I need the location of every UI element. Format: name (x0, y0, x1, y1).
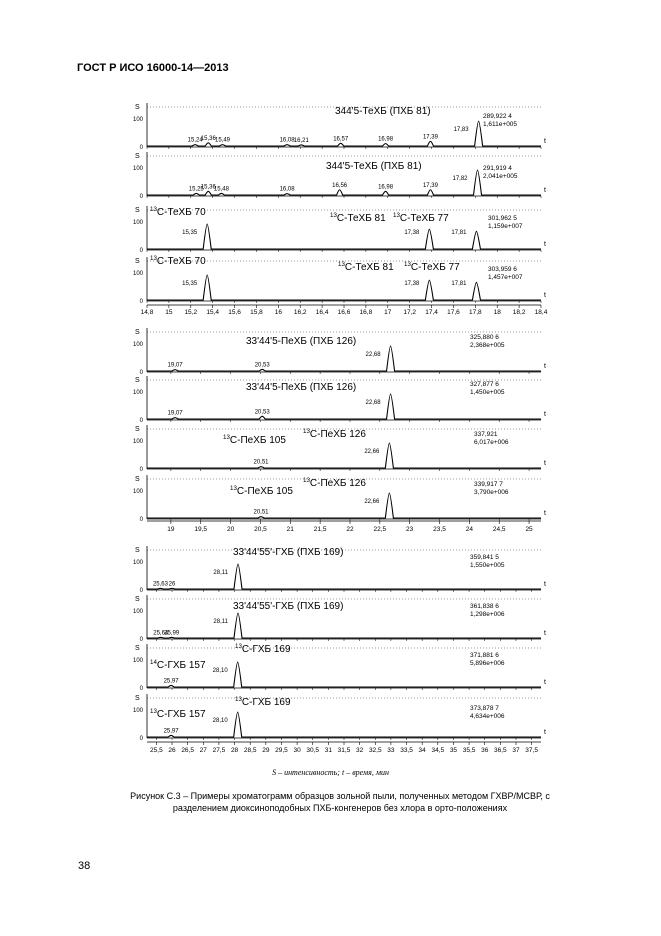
time-tick-label: 29 (262, 747, 270, 754)
time-tick-label: 29,5 (275, 747, 288, 754)
peak-label: 25,63 (152, 581, 168, 588)
chromatogram-panel (133, 206, 546, 254)
y-axis-label-s: S (135, 153, 140, 160)
y-axis-label-s: S (135, 476, 140, 483)
isotope-superscript: 13 (150, 206, 157, 213)
panel-title: 33'44'55'-ГХБ (ПХБ 169) (233, 601, 344, 612)
intensity-value: 2,368e+005 (470, 342, 505, 349)
peak-label: 17,82 (452, 176, 468, 182)
intensity-value: 1,159e+007 (488, 223, 523, 230)
peak-label: 15,35 (182, 230, 198, 236)
compound-name: С-ГХБ 169 (241, 697, 291, 708)
peak-label: 17,81 (451, 281, 467, 287)
x-axis-label-t: t (544, 241, 546, 248)
y-tick-label-0: 0 (139, 418, 143, 424)
panel-title-2 (235, 643, 291, 655)
x-axis-label-t: t (544, 510, 546, 517)
time-tick-label: 21 (286, 526, 294, 533)
time-tick-label: 22 (346, 526, 354, 533)
y-axis-label-s: S (135, 695, 140, 702)
panel-title (150, 255, 206, 267)
y-tick-label-0: 0 (139, 686, 143, 692)
chromatogram-panel (133, 255, 546, 305)
peak-label: 15,36 (200, 184, 216, 191)
peak-label: 16,08 (279, 137, 295, 144)
y-axis-label-s: S (135, 596, 140, 603)
panel-title-3 (404, 261, 460, 273)
compound-name: С-ГХБ 169 (241, 644, 291, 655)
panel-title-2 (235, 696, 291, 708)
chromatogram-panel (133, 643, 546, 692)
x-axis-label-t: t (544, 187, 546, 194)
time-tick-label: 16,4 (315, 309, 329, 316)
mass-value: 373,878 7 (470, 705, 499, 712)
time-tick-label: 16 (274, 309, 282, 316)
time-tick-label: 25,5 (150, 747, 163, 754)
compound-name: С-ПеХБ 126 (309, 478, 366, 489)
y-axis-label-s: S (135, 207, 140, 214)
peak-label: 26 (168, 581, 176, 588)
peak-label: 15,49 (215, 137, 231, 144)
chromatogram-trace (147, 493, 541, 518)
time-tick-label: 22,5 (373, 526, 387, 533)
panel-title: 33'44'5-ПеХБ (ПХБ 126) (246, 382, 357, 393)
x-axis-label-t: t (544, 292, 546, 299)
peak-label: 25,97 (163, 728, 179, 735)
chromatogram-panel (133, 425, 546, 473)
time-tick-label: 23 (406, 526, 414, 533)
y-tick-label-0: 0 (139, 194, 143, 200)
time-tick-label: 17,4 (425, 309, 438, 316)
panel-title-3 (393, 212, 449, 224)
time-tick-label: 15,4 (206, 309, 219, 316)
isotope-superscript: 13 (330, 212, 337, 219)
peak-label: 16,21 (293, 137, 309, 144)
mass-value: 359,841 5 (470, 554, 499, 561)
y-tick-label-100: 100 (132, 560, 143, 566)
compound-name: С-ГХБ 157 (156, 709, 206, 720)
time-tick-label: 20,5 (254, 526, 267, 533)
compound-name: С-ПеХБ 105 (229, 435, 286, 446)
peak-label: 16,98 (378, 136, 394, 143)
y-axis-label-s: S (135, 547, 140, 554)
chromatogram-panel (133, 328, 546, 376)
y-axis-label-s: S (135, 329, 140, 336)
time-tick-label: 28 (230, 747, 239, 754)
time-tick-label: 15,2 (184, 309, 198, 316)
mass-value: 291,919 4 (483, 165, 512, 172)
mass-value: 327,877 6 (470, 381, 499, 388)
time-tick-label: 32 (356, 747, 364, 754)
y-axis-label-s: S (135, 377, 140, 384)
y-tick-label-100: 100 (132, 271, 143, 277)
panel-title: 344'5-ТеХБ (ПХБ 81) (335, 106, 431, 117)
isotope-superscript: 13 (303, 428, 310, 435)
peak-label: 28,11 (213, 570, 228, 576)
y-axis-label-s: S (135, 258, 140, 265)
x-axis-label-t: t (544, 363, 546, 370)
intensity-value: 1,550e+005 (470, 562, 505, 569)
time-tick-label: 18 (493, 309, 501, 316)
peak-label: 22,68 (365, 352, 381, 358)
intensity-value: 1,450e+005 (470, 389, 505, 396)
peak-label: 15,24 (187, 137, 203, 144)
chromatogram-panel (133, 152, 546, 200)
y-tick-label-0: 0 (139, 248, 143, 254)
chromatogram-group-penta (133, 328, 546, 533)
y-tick-label-100: 100 (132, 439, 143, 445)
axis-legend: S – интенсивность; t – время, мин (272, 768, 389, 777)
time-tick-label: 27 (199, 747, 207, 754)
time-tick-label: 27,5 (212, 747, 226, 754)
intensity-value: 1,457e+007 (488, 274, 523, 281)
isotope-superscript: 14 (150, 659, 157, 666)
panel-title (150, 708, 206, 720)
time-tick-label: 17,8 (469, 309, 482, 316)
time-tick-label: 19 (167, 526, 175, 533)
chromatogram-trace (147, 443, 541, 468)
panel-title-2 (303, 477, 366, 489)
mass-value: 301,962 5 (488, 215, 517, 222)
intensity-value: 3,790e+006 (474, 489, 509, 496)
y-tick-label-100: 100 (132, 117, 143, 123)
mass-value: 289,922 4 (483, 113, 512, 120)
chromatogram-trace (147, 394, 541, 419)
time-tick-label: 37,5 (525, 747, 538, 754)
page-number: 38 (78, 860, 91, 872)
panel-title-2 (338, 261, 394, 273)
time-tick-label: 21,5 (313, 526, 327, 533)
panel-title (230, 485, 293, 497)
compound-name: С-ТеХБ 77 (410, 262, 460, 273)
compound-name: С-ПеХБ 126 (309, 429, 366, 440)
y-tick-label-0: 0 (139, 299, 143, 305)
mass-value: 303,959 6 (488, 266, 517, 273)
chromatogram-panel (133, 475, 546, 523)
document-header: ГОСТ Р ИСО 16000-14—2013 (77, 62, 229, 74)
peak-label: 25,99 (164, 630, 180, 637)
intensity-value: 2,041e+005 (483, 173, 518, 180)
mass-value: 339,917 7 (474, 481, 503, 488)
time-tick-label: 35 (449, 747, 458, 754)
peak-label: 15,35 (182, 281, 198, 287)
y-tick-label-0: 0 (139, 517, 143, 523)
y-tick-label-0: 0 (139, 588, 143, 594)
time-tick-label: 34 (418, 747, 426, 754)
time-tick-label: 16,8 (359, 309, 373, 316)
chromatogram-panel (133, 694, 546, 742)
time-tick-label: 28,5 (243, 747, 257, 754)
time-tick-label: 35,5 (462, 747, 476, 754)
intensity-value: 6,017e+006 (474, 439, 509, 446)
peak-label: 17,83 (453, 127, 469, 133)
mass-value: 337,921 (474, 431, 498, 438)
time-tick-label: 18,2 (512, 309, 526, 316)
peak-label: 17,38 (404, 230, 420, 236)
y-tick-label-100: 100 (132, 390, 143, 396)
time-tick-label: 24,5 (492, 526, 506, 533)
intensity-value: 5,896e+006 (470, 660, 505, 667)
y-tick-label-0: 0 (139, 467, 143, 473)
mass-value: 371,881 6 (470, 652, 499, 659)
peak-label: 15,48 (213, 186, 229, 193)
y-tick-label-0: 0 (139, 736, 143, 742)
chromatogram-panel (133, 595, 546, 643)
peak-label: 17,81 (451, 230, 467, 236)
time-tick-label: 23,5 (433, 526, 446, 533)
time-tick-label: 20 (226, 526, 235, 533)
time-tick-label: 15 (165, 309, 173, 316)
compound-name: С-ТеХБ 81 (344, 262, 394, 273)
peak-label: 20,51 (253, 459, 269, 466)
panel-title: 33'44'5-ПеХБ (ПХБ 126) (246, 336, 357, 347)
time-tick-label: 33 (387, 747, 395, 754)
y-tick-label-100: 100 (132, 489, 143, 495)
compound-name: С-ГХБ 157 (156, 660, 206, 671)
chromatogram-panel (133, 546, 546, 594)
y-tick-label-100: 100 (132, 220, 143, 226)
peak-label: 17,39 (422, 134, 438, 141)
chromatogram-panel (133, 103, 546, 151)
panel-title (150, 659, 206, 671)
y-tick-label-0: 0 (139, 370, 143, 376)
peak-label: 25,97 (163, 678, 179, 685)
panel-title (223, 434, 286, 446)
peak-label: 20,53 (254, 409, 270, 416)
chromatogram-group-tetra (133, 103, 548, 316)
time-tick-label: 36,5 (494, 747, 507, 754)
peak-label: 17,38 (404, 281, 420, 287)
panel-title-2 (303, 428, 366, 440)
peak-label: 22,66 (364, 449, 380, 455)
intensity-value: 4,634e+006 (470, 713, 505, 720)
isotope-superscript: 13 (303, 477, 310, 484)
compound-name: С-ТеХБ 70 (156, 207, 206, 218)
time-tick-label: 26,5 (181, 747, 194, 754)
chromatogram-trace (147, 224, 541, 249)
y-axis-label-s: S (135, 426, 140, 433)
time-tick-label: 37 (512, 747, 520, 754)
peak-label: 19,07 (167, 410, 183, 417)
compound-name: С-ТеХБ 70 (156, 256, 206, 267)
chromatogram-trace (147, 346, 541, 371)
isotope-superscript: 13 (223, 434, 230, 441)
x-axis-label-t: t (544, 729, 546, 736)
time-tick-label: 17,6 (447, 309, 460, 316)
time-tick-label: 26 (168, 747, 176, 754)
time-tick-label: 17,2 (403, 309, 416, 316)
peak-label: 25,64 (153, 630, 169, 637)
y-axis-label-s: S (135, 645, 140, 652)
time-tick-label: 14,8 (140, 309, 154, 316)
y-tick-label-0: 0 (139, 637, 143, 643)
peak-label: 16,08 (279, 186, 295, 193)
y-tick-label-100: 100 (132, 708, 143, 714)
time-tick-label: 30,5 (306, 747, 320, 754)
isotope-superscript: 13 (235, 696, 242, 703)
figure-caption (100, 790, 580, 814)
peak-label: 16,98 (378, 184, 394, 191)
time-tick-label: 36 (481, 747, 489, 754)
time-tick-label: 31,5 (337, 747, 351, 754)
mass-value: 325,880 6 (470, 334, 499, 341)
chromatogram-panel (133, 376, 546, 424)
isotope-superscript: 13 (150, 708, 157, 715)
caption-line-1: Рисунок С.3 – Примеры хроматограмм образцов зольной пыли, полученных методом ГХВР/МСВР, с (130, 791, 550, 801)
x-axis-label-t: t (544, 460, 546, 467)
peak-label: 28,10 (212, 718, 228, 724)
time-tick-label: 32,5 (368, 747, 382, 754)
x-axis-label-t: t (544, 138, 546, 145)
peak-label: 17,39 (422, 182, 438, 189)
isotope-superscript: 13 (230, 485, 237, 492)
caption-line-2: разделением диоксиноподобных ПХБ-конгенеров без хлора в орто-положениях (172, 803, 508, 813)
peak-label: 28,10 (212, 668, 228, 674)
x-axis-label-t: t (544, 411, 546, 418)
time-tick-label: 16,6 (337, 309, 351, 316)
y-tick-label-0: 0 (139, 145, 143, 151)
isotope-superscript: 13 (393, 212, 400, 219)
time-tick-label: 15,8 (250, 309, 263, 316)
peak-label: 22,68 (365, 400, 381, 406)
time-tick-label: 34,5 (431, 747, 445, 754)
peak-label: 20,51 (253, 509, 269, 516)
isotope-superscript: 13 (235, 643, 242, 650)
compound-name: С-ТеХБ 81 (336, 213, 386, 224)
time-tick-label: 15,6 (228, 309, 241, 316)
peak-label: 19,07 (167, 362, 183, 369)
y-tick-label-100: 100 (132, 342, 143, 348)
compound-name: С-ПеХБ 105 (236, 486, 293, 497)
time-tick-label: 17 (384, 309, 392, 316)
peak-label: 28,11 (213, 619, 228, 625)
y-tick-label-100: 100 (132, 166, 143, 172)
panel-title-2 (330, 212, 386, 224)
isotope-superscript: 13 (150, 255, 157, 262)
mass-value: 361,838 6 (470, 603, 499, 610)
y-tick-label-100: 100 (132, 658, 143, 664)
chromatogram-group-hexa (133, 546, 546, 754)
y-axis-label-s: S (135, 104, 140, 111)
x-axis-label-t: t (544, 679, 546, 686)
intensity-value: 1,611e+005 (483, 121, 518, 128)
time-tick-label: 25 (525, 526, 533, 533)
time-tick-label: 18,4 (534, 309, 548, 316)
isotope-superscript: 13 (338, 261, 345, 268)
peak-label: 15,25 (188, 186, 204, 193)
peak-label: 20,53 (254, 362, 270, 369)
peak-label: 16,56 (332, 182, 348, 189)
chromatogram-trace (147, 275, 541, 300)
panel-title: 344'5-ТеХБ (ПХБ 81) (326, 161, 422, 172)
time-tick-label: 16,2 (293, 309, 307, 316)
time-tick-label: 24 (465, 526, 473, 533)
peak-label: 16,57 (333, 136, 349, 143)
time-tick-label: 33,5 (400, 747, 413, 754)
peak-label: 22,66 (364, 499, 380, 505)
panel-title: 33'44'55'-ГХБ (ПХБ 169) (233, 547, 344, 558)
isotope-superscript: 13 (404, 261, 411, 268)
y-tick-label-100: 100 (132, 609, 143, 615)
time-tick-label: 30 (293, 747, 301, 754)
panel-title (150, 206, 206, 218)
intensity-value: 1,298e+006 (470, 611, 505, 618)
x-axis-label-t: t (544, 630, 546, 637)
peak-label: 15,36 (200, 135, 216, 142)
time-tick-label: 31 (324, 747, 332, 754)
compound-name: С-ТеХБ 77 (399, 213, 449, 224)
time-tick-label: 19,5 (194, 526, 208, 533)
x-axis-label-t: t (544, 581, 546, 588)
